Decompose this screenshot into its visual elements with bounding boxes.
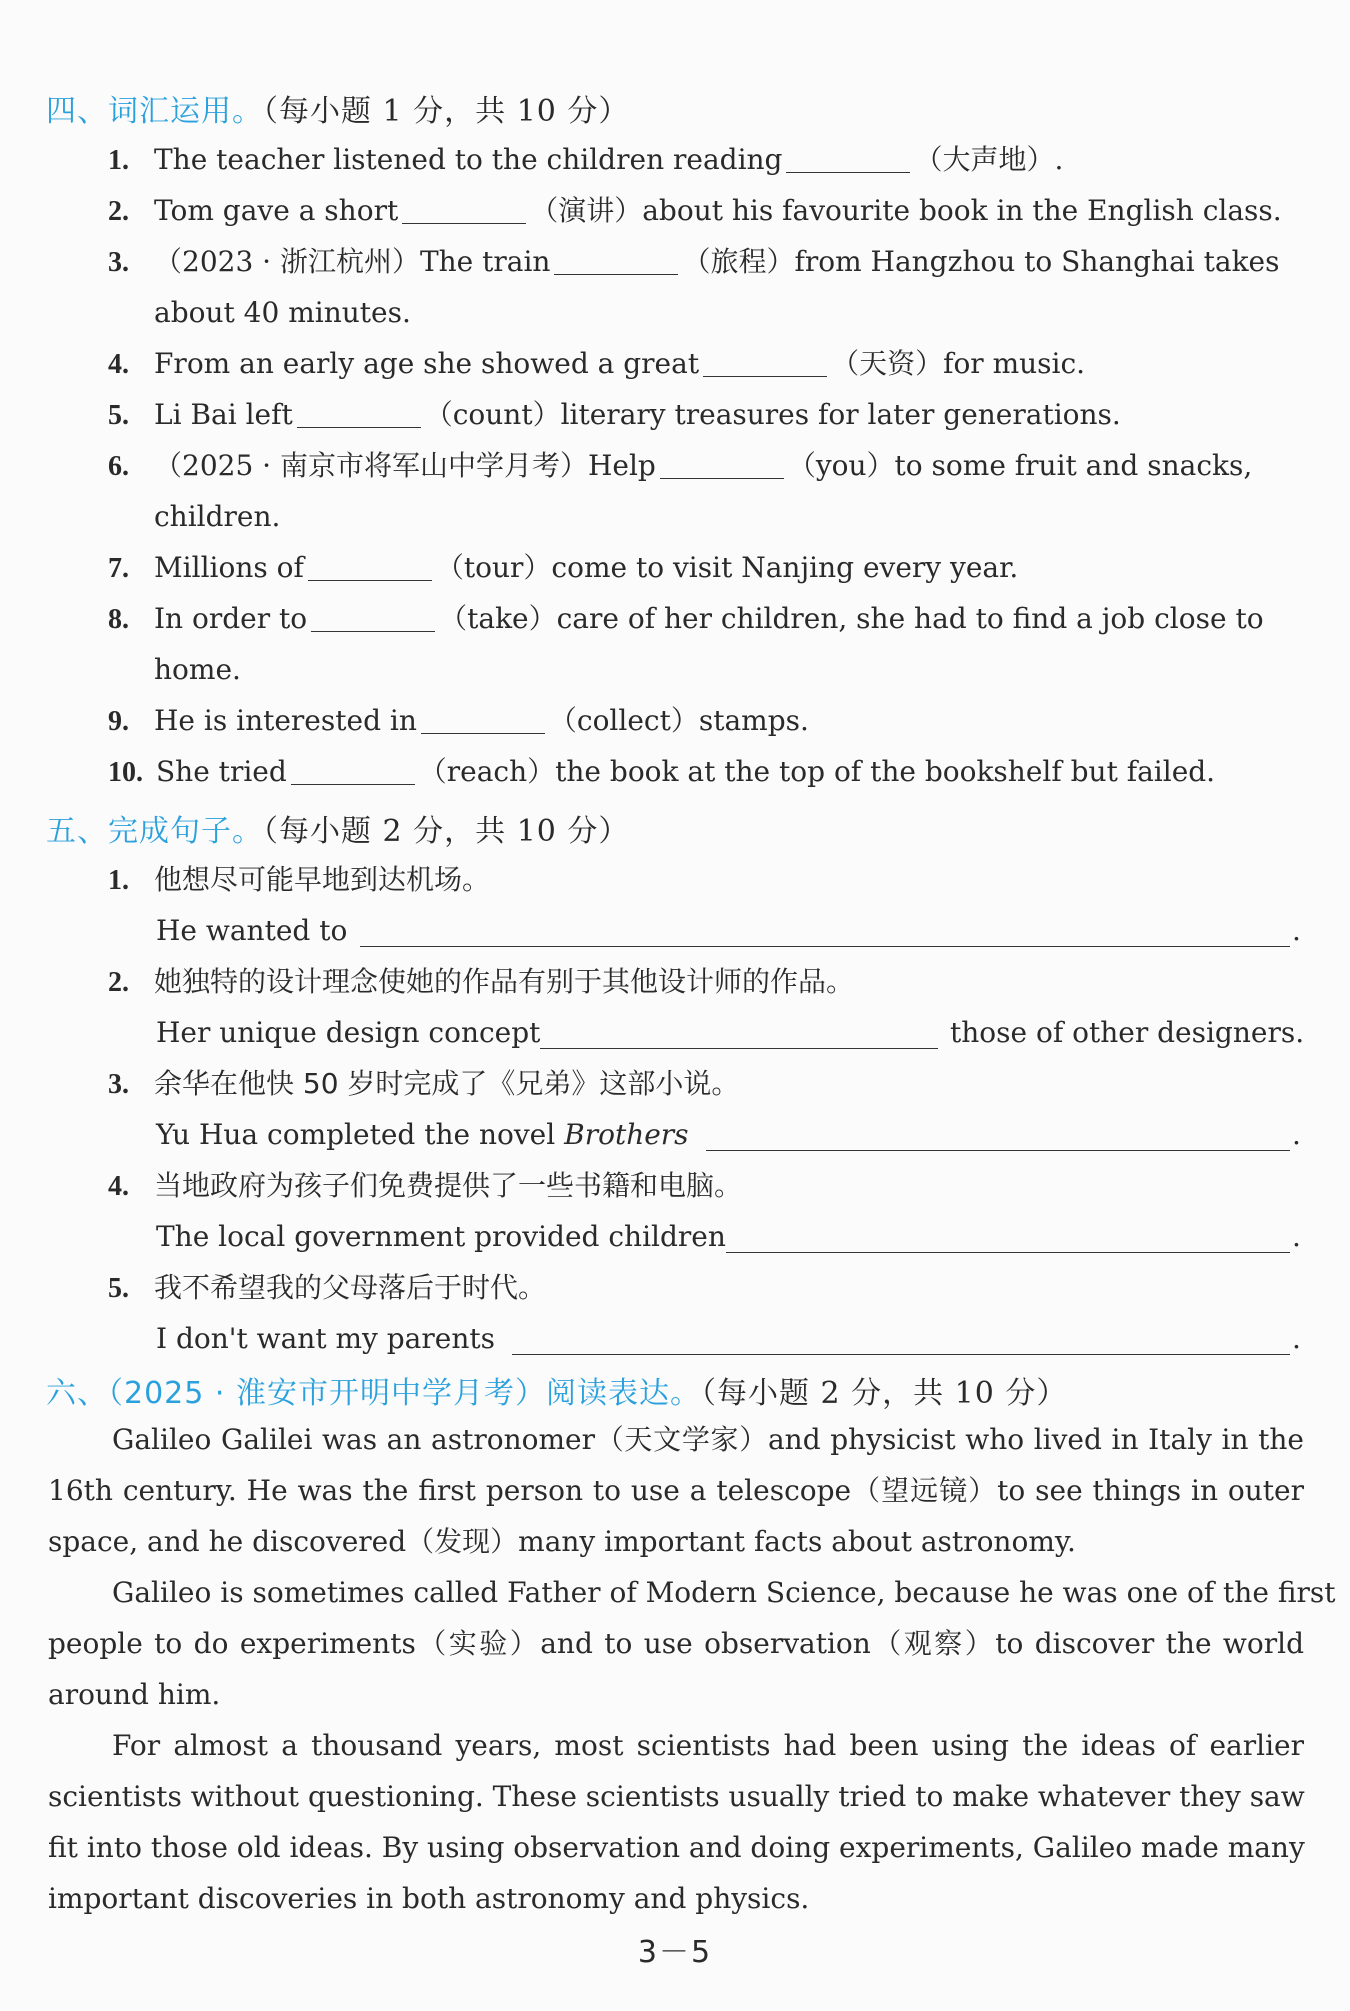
answer-blank[interactable] [311,597,435,632]
section-6-score: （每小题 2 分，共 10 分） [700,1376,1068,1411]
passage-line: people to do experiments（实验）and to use observation（观察）to discover the world [48,1627,1304,1660]
answer-blank[interactable] [786,138,910,173]
vocab-item-1 [108,134,1308,186]
vocab-item-3 [108,236,1308,288]
item-text-after: （collect）stamps. [548,704,809,737]
translation-item-4-english: The local government provided children [156,1220,726,1253]
item-text-before: Li Bai left [154,398,293,431]
answer-blank[interactable] [402,189,526,224]
answer-line[interactable] [512,1354,1290,1355]
section-4-score: （每小题 1 分，共 10 分） [263,94,630,129]
page-number: 3－5 [637,1935,713,1970]
sentence-end: . [1292,914,1301,947]
item-number: 6. [108,451,129,482]
translation-item-2-english: Her unique design concept [156,1016,541,1049]
translation-item-1-chinese [108,854,490,906]
vocab-item-7 [108,542,1308,594]
item-text-before: （2023 · 浙江杭州）The train [154,245,551,278]
passage-line: scientists without questioning. These scientists usually tried to make whatever they saw [48,1780,1305,1813]
sentence-end: . [1292,1118,1301,1151]
answer-line[interactable] [540,1048,938,1049]
section-5-label: 五、完成句子。 [46,814,263,849]
chinese-sentence: 他想尽可能早地到达机场。 [154,863,491,896]
vocab-item-6-continuation: children. [154,500,281,533]
passage-line: Galileo is sometimes called Father of Modern Science, because he was one of the first [112,1576,1336,1609]
vocab-item-3-continuation: about 40 minutes. [154,296,411,329]
passage-line: important discoveries in both astronomy and physics. [48,1882,810,1915]
item-number: 3. [108,247,129,278]
answer-blank[interactable] [660,444,784,479]
answer-blank[interactable] [703,342,827,377]
item-text-before: The teacher listened to the children reading [154,143,783,176]
translation-item-5-english: I don't want my parents [156,1322,495,1355]
item-text-after: （演讲）about his favourite book in the English class. [530,194,1282,227]
item-text-before: He is interested in [154,704,417,737]
passage-line: Galileo Galilei was an astronomer（天文学家）and physicist who lived in Italy in the [112,1423,1304,1456]
answer-line[interactable] [360,946,1290,947]
answer-blank[interactable] [554,240,678,275]
sentence-end: those of other designers. [950,1016,1305,1049]
passage-line: around him. [48,1678,221,1711]
passage-line: For almost a thousand years, most scientists had been using the ideas of earlier [112,1729,1304,1762]
item-text-before: （2025 · 南京市将军山中学月考）Help [154,449,656,482]
answer-blank[interactable] [308,546,432,581]
item-text-after: （reach）the book at the top of the bookshelf but failed. [418,755,1216,788]
translation-item-2-chinese [108,956,854,1008]
item-number: 5. [108,400,129,431]
answer-line[interactable] [726,1252,1290,1253]
answer-blank[interactable] [291,750,415,785]
passage-line: 16th century. He was the first person to use a telescope（望远镜）to see things in outer [48,1474,1304,1507]
item-number: 1. [108,865,129,896]
translation-item-3-english [156,1109,689,1160]
section-4-heading [46,86,629,130]
item-number: 2. [108,967,129,998]
translation-item-1-english: He wanted to [156,914,348,947]
vocab-item-8-continuation: home. [154,653,241,686]
vocab-item-10 [108,746,1308,798]
sentence-end: . [1292,1220,1301,1253]
passage-line: fit into those old ideas. By using observation and doing experiments, Galileo made many [48,1831,1305,1864]
item-number: 7. [108,553,129,584]
item-number: 1. [108,145,129,176]
chinese-sentence: 她独特的设计理念使她的作品有别于其他设计师的作品。 [154,965,855,998]
translation-item-5-chinese [108,1262,546,1314]
section-4-label: 四、词汇运用。 [46,94,263,129]
item-text-before: Tom gave a short [154,194,399,227]
item-text-after: （tour）come to visit Nanjing every year. [435,551,1019,584]
item-text-before: Millions of [154,551,304,584]
item-text-before: She tried [156,755,287,788]
item-text-after: （count）literary treasures for later generations. [424,398,1121,431]
chinese-sentence: 余华在他快 50 岁时完成了《兄弟》这部小说。 [154,1067,740,1100]
item-number: 2. [108,196,129,227]
item-text-after: （you）to some fruit and snacks, [787,449,1253,482]
translation-item-3-chinese [108,1058,739,1110]
vocab-item-6 [108,440,1308,492]
answer-line[interactable] [706,1150,1290,1151]
item-text-after: （旅程）from Hangzhou to Shanghai takes [682,245,1280,278]
item-text-before: From an early age she showed a great [154,347,700,380]
section-5-score: （每小题 2 分，共 10 分） [263,814,630,849]
vocab-item-9 [108,695,1308,747]
section-6-heading [46,1368,1067,1412]
answer-blank[interactable] [297,393,421,428]
vocab-item-4 [108,338,1308,390]
item-number: 3. [108,1069,129,1100]
item-text-before: In order to [154,602,308,635]
english-prompt: Yu Hua completed the novel [156,1118,556,1151]
item-number: 9. [108,706,129,737]
item-number: 4. [108,1171,129,1202]
item-number: 8. [108,604,129,635]
section-5-heading [46,806,629,850]
translation-item-4-chinese [108,1160,742,1212]
sentence-end: . [1292,1322,1301,1355]
vocab-item-2 [108,185,1308,237]
item-text-after: （天资）for music. [831,347,1086,380]
novel-title: Brothers [564,1118,689,1151]
answer-blank[interactable] [421,699,545,734]
item-number: 10. [108,757,143,788]
item-text-after: （大声地）. [914,143,1064,176]
section-6-label: 六、（2025 · 淮安市开明中学月考）阅读表达。 [46,1376,701,1411]
vocab-item-8 [108,593,1308,645]
item-number: 4. [108,349,129,380]
item-text-after: （take）care of her children, she had to find a job close to [439,602,1264,635]
passage-line: space, and he discovered（发现）many important facts about astronomy. [48,1525,1076,1558]
chinese-sentence: 我不希望我的父母落后于时代。 [154,1271,547,1304]
vocab-item-5 [108,389,1308,441]
chinese-sentence: 当地政府为孩子们免费提供了一些书籍和电脑。 [154,1169,743,1202]
item-number: 5. [108,1273,129,1304]
